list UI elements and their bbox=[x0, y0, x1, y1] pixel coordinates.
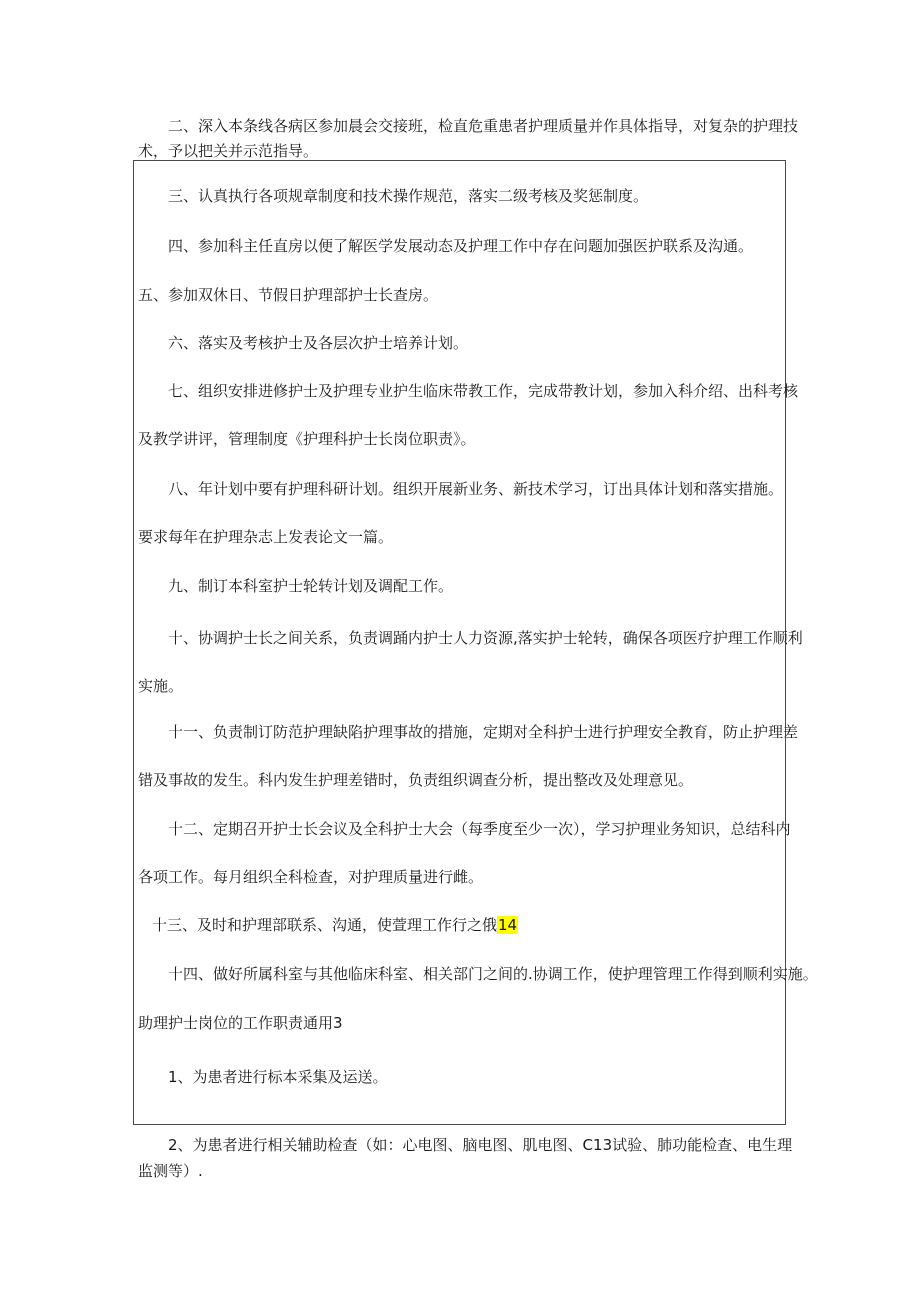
paragraph-line: 各项工作。每月组织全科检查，对护理质量进行雌。 bbox=[138, 868, 484, 886]
paragraph-line: 十四、做好所属科室与其他临床科室、相关部门之间的.协调工作，使护理管理工作得到顺利实施。 bbox=[168, 965, 818, 983]
paragraph-line bbox=[152, 915, 518, 935]
paragraph-line: 错及事故的发生。科内发生护理差错时，负责组织调查分析，提出整改及处理意见。 bbox=[138, 771, 694, 789]
paragraph-line: 十一、负责制订防范护理缺陷护理事故的措施，定期对全科护士进行护理安全教育，防止护理差 bbox=[168, 723, 799, 741]
paragraph-line: 监测等）. bbox=[138, 1162, 203, 1180]
paragraph-line: 六、落实及考核护士及各层次护士培养计划。 bbox=[168, 334, 469, 352]
paragraph-line: 2、为患者进行相关辅助检查（如：心电图、脑电图、肌电图、C13试验、肺功能检查、电生理 bbox=[168, 1136, 793, 1154]
paragraph-line: 四、参加科主任直房以便了解医学发展动态及护理工作中存在问题加强医护联系及沟通。 bbox=[168, 237, 754, 255]
paragraph-line: 要求每年在护理杂志上发表论文一篇。 bbox=[138, 528, 394, 546]
paragraph-line: 术，予以把关并示范指导。 bbox=[138, 142, 319, 160]
highlighted-text: 14 bbox=[498, 916, 518, 934]
section-heading: 助理护士岗位的工作职责通用3 bbox=[138, 1014, 343, 1032]
paragraph-line: 五、参加双休日、节假日护理部护士长查房。 bbox=[138, 286, 439, 304]
paragraph-text: 十三、及时和护理部联系、沟通，使萱理工作行之俄 bbox=[152, 916, 498, 934]
paragraph-line: 实施。 bbox=[138, 677, 184, 695]
paragraph-line: 八、年计划中要有护理科研计划。组织开展新业务、新技术学习，订出具体计划和落实措施。 bbox=[168, 480, 784, 498]
paragraph-line: 1、为患者进行标本采集及运送。 bbox=[168, 1068, 388, 1086]
paragraph-line: 及教学讲评，管理制度《护理科护士长岗位职责》。 bbox=[138, 430, 476, 448]
paragraph-line: 十二、定期召开护士长会议及全科护士大会（每季度至少一次），学习护理业务知识，总结科内 bbox=[168, 820, 791, 838]
paragraph-line: 三、认真执行各项规章制度和技术操作规范，落实二级考核及奖惩制度。 bbox=[168, 187, 649, 205]
paragraph-line: 二、深入本条线各病区参加晨会交接班，检直危重患者护理质量并作具体指导，对复杂的护理技 bbox=[168, 117, 799, 135]
paragraph-line: 七、组织安排进修护士及护理专业护生临床带教工作，完成带教计划，参加入科介绍、出科考核 bbox=[168, 382, 799, 400]
paragraph-line: 九、制订本科室护士轮转计划及调配工作。 bbox=[168, 577, 454, 595]
paragraph-line: 十、协调护士长之间关系，负责调踊内护士人力资源,落实护士轮转，确保各项医疗护理工作顺利 bbox=[168, 629, 803, 647]
